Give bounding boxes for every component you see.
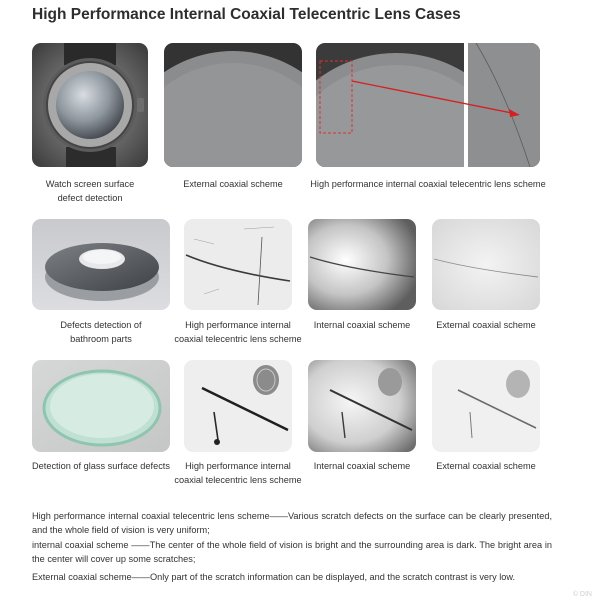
description-telecentric: High performance internal coaxial telecentric lens scheme——Various scratch defects on the surface can be clearly presented, and the whole field of vision is very uniform; xyxy=(32,511,552,535)
row3-caption-1: Detection of glass surface defects xyxy=(32,461,170,471)
watermark: © DIN xyxy=(572,591,592,598)
row2-caption-3: Internal coaxial scheme xyxy=(313,320,411,330)
scratch-sample xyxy=(308,360,416,452)
row3-caption-4: External coaxial scheme xyxy=(436,461,536,471)
glass-disc-photo xyxy=(32,360,170,452)
row1-caption-2: External coaxial scheme xyxy=(183,179,283,189)
scratch-sample xyxy=(164,43,302,167)
page-title: High Performance Internal Coaxial Telecentric Lens Cases xyxy=(32,6,461,23)
row3-caption-3: Internal coaxial scheme xyxy=(313,461,411,471)
bathroom-part-photo xyxy=(32,219,170,310)
row2-caption-1: Defects detection of bathroom parts xyxy=(60,320,142,344)
scratch-sample xyxy=(308,219,416,310)
row2-caption-4: External coaxial scheme xyxy=(436,320,536,330)
scratch-sample xyxy=(184,219,292,310)
scratch-sample xyxy=(432,219,540,310)
scratch-sample xyxy=(184,360,292,452)
row1-caption-3: High performance internal coaxial telecentric lens scheme xyxy=(310,179,546,189)
description-external: External coaxial scheme——Only part of the scratch information can be displayed, and the scratch contrast is very low. xyxy=(32,572,516,582)
row3-caption-2: High performance internal coaxial telecentric lens scheme xyxy=(174,461,302,485)
row1-caption-1: Watch screen surface defect detection xyxy=(45,179,135,203)
scratch-sample xyxy=(432,360,540,452)
description-internal: internal coaxial scheme ——The center of the whole field of vision is bright and the surrounding area is dark. The bright area in the center will cover up some scratches; xyxy=(32,540,552,564)
watch-photo xyxy=(32,43,148,167)
row2-caption-2: High performance internal coaxial telecentric lens scheme xyxy=(174,320,302,344)
scratch-sample xyxy=(316,43,540,167)
